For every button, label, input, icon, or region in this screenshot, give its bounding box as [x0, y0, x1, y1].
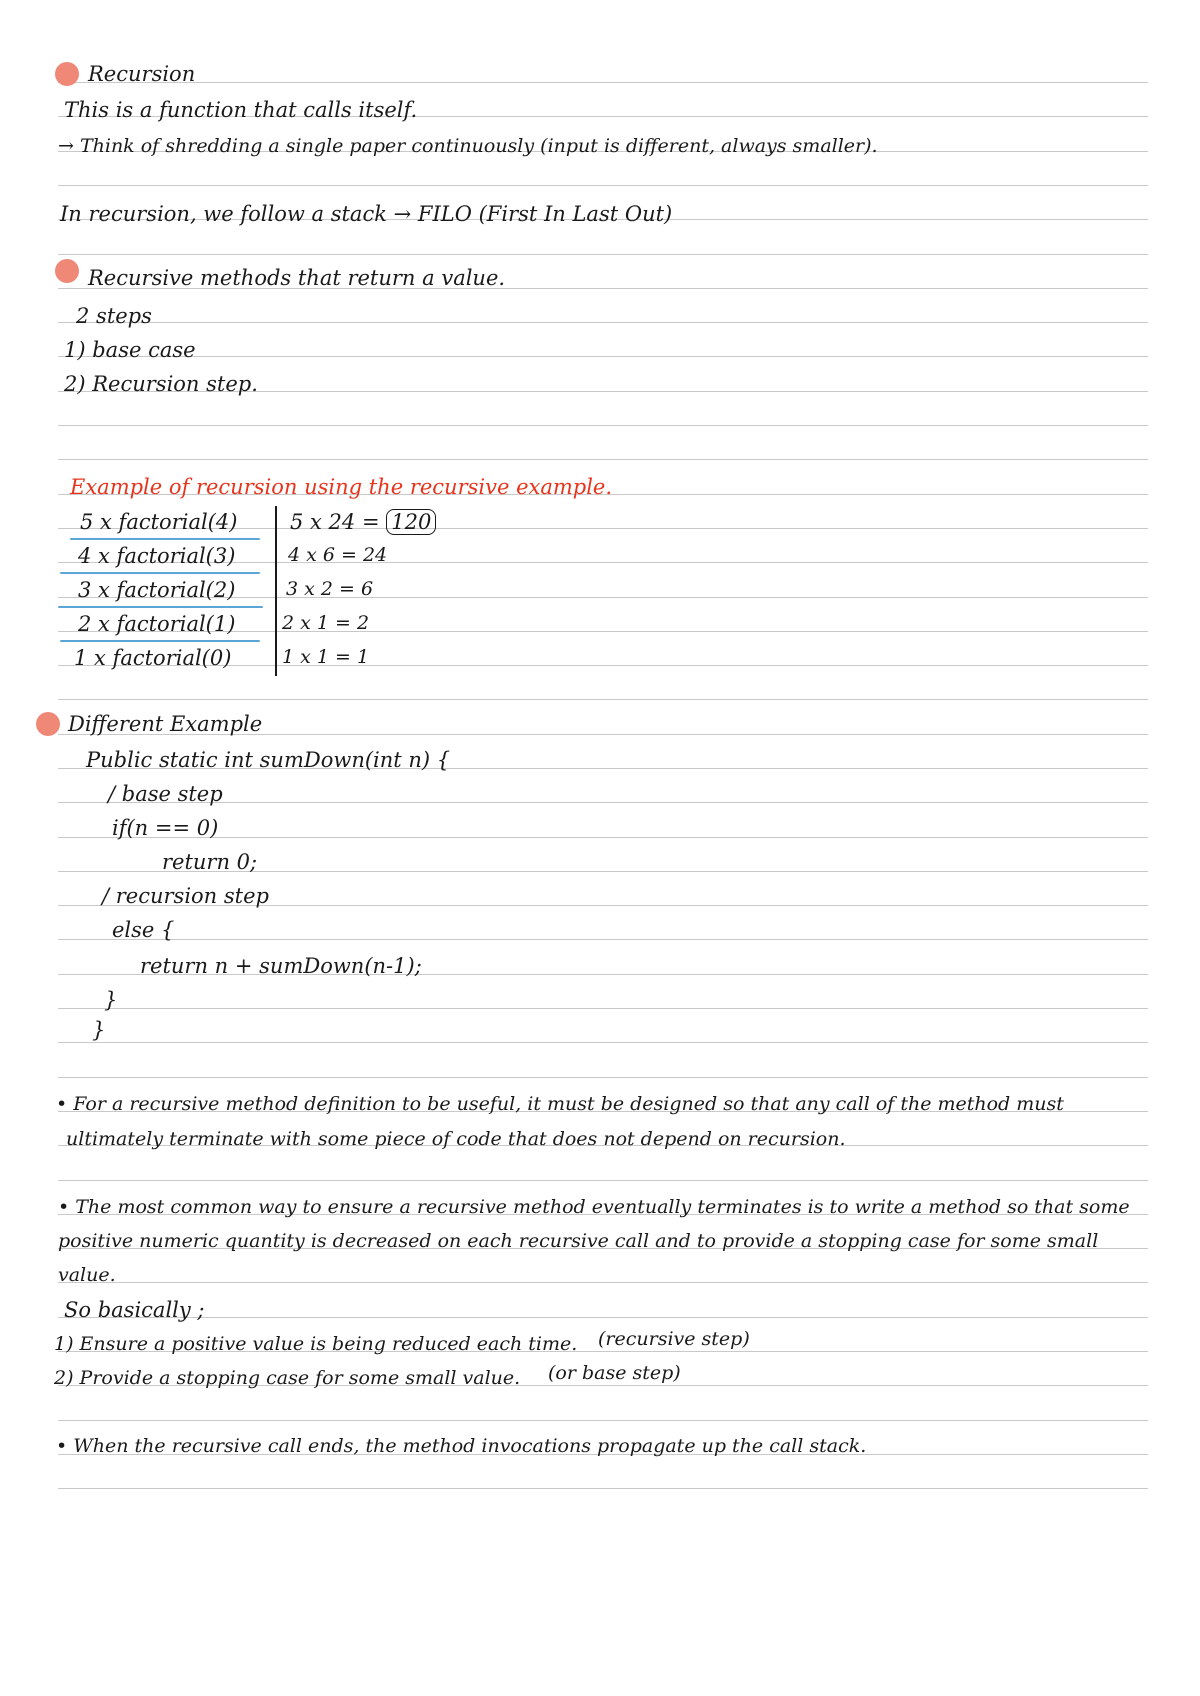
underline-2 — [60, 572, 260, 574]
result-line-3: 3 x 2 = 6 — [286, 578, 374, 600]
ruled-line — [58, 939, 1148, 940]
example-title: Example of recursion using the recursive example. — [70, 475, 613, 499]
note-2-line-3: value. — [58, 1264, 116, 1286]
factorial-call-5: 1 x factorial(0) — [74, 646, 232, 670]
heading-recursive-methods: Recursive methods that return a value. — [88, 266, 506, 290]
result-boxed-value: 120 — [386, 509, 436, 535]
ruled-line — [58, 425, 1148, 426]
code-line-1: Public static int sumDown(int n) { — [86, 748, 451, 772]
note-1-line-1: • For a recursive method definition to be useful, it must be designed so that any call of the method must — [56, 1093, 1064, 1115]
note-1-line-2: ultimately terminate with some piece of code that does not depend on recursion. — [66, 1128, 846, 1150]
factorial-call-3: 3 x factorial(2) — [78, 578, 236, 602]
bullet-dot-recursion — [55, 62, 79, 86]
code-line-2: / base step — [108, 782, 223, 806]
code-line-7: return n + sumDown(n-1); — [140, 954, 422, 978]
result-line-4: 2 x 1 = 2 — [282, 612, 370, 634]
ruled-line — [58, 1282, 1148, 1283]
ruled-line — [58, 185, 1148, 186]
ruled-line — [58, 837, 1148, 838]
so-basically: So basically ; — [64, 1298, 205, 1322]
underline-1 — [70, 538, 260, 540]
bullet-point-1-note: (recursive step) — [598, 1328, 750, 1350]
ruled-line — [58, 82, 1148, 83]
bullet-dot-recursive-methods — [55, 259, 79, 283]
ruled-line — [58, 459, 1148, 460]
ruled-line — [58, 1488, 1148, 1489]
steps-label: 2 steps — [76, 304, 152, 328]
heading-different-example: Different Example — [68, 712, 263, 736]
underline-4 — [60, 640, 260, 642]
code-line-4: return 0; — [162, 850, 258, 874]
result-prefix: 5 x 24 = — [290, 510, 380, 534]
result-line-5: 1 x 1 = 1 — [282, 646, 370, 668]
stack-text: In recursion, we follow a stack → FILO (First In Last Out) — [60, 202, 673, 226]
note-2-line-1: • The most common way to ensure a recursive method eventually terminates is to write a method so that some — [58, 1196, 1130, 1218]
ruled-line — [58, 356, 1148, 357]
code-line-6: else { — [112, 918, 175, 942]
heading-recursion: Recursion — [88, 62, 196, 86]
ruled-line — [58, 1420, 1148, 1421]
ruled-line — [58, 322, 1148, 323]
code-line-3: if(n == 0) — [112, 816, 219, 840]
ruled-line — [58, 699, 1148, 700]
ruled-line — [58, 1008, 1148, 1009]
result-line-2: 4 x 6 = 24 — [288, 544, 388, 566]
underline-3 — [58, 606, 263, 608]
step-recursion: 2) Recursion step. — [64, 372, 258, 396]
ruled-line — [58, 1180, 1148, 1181]
bullet-point-2-note: (or base step) — [548, 1362, 681, 1384]
ruled-line — [58, 1077, 1148, 1078]
ruled-line — [58, 254, 1148, 255]
note-3: • When the recursive call ends, the method invocations propagate up the call stack. — [56, 1435, 867, 1457]
bullet-point-2: 2) Provide a stopping case for some small value. — [54, 1367, 521, 1389]
definition-text: This is a function that calls itself. — [64, 98, 418, 122]
table-divider — [275, 506, 277, 676]
step-base-case: 1) base case — [64, 338, 196, 362]
factorial-call-4: 2 x factorial(1) — [78, 612, 236, 636]
ruled-line — [58, 1317, 1148, 1318]
ruled-line — [58, 1042, 1148, 1043]
analogy-text: → Think of shredding a single paper continuously (input is different, always smaller). — [58, 135, 878, 157]
factorial-call-2: 4 x factorial(3) — [78, 544, 236, 568]
bullet-dot-different-example — [36, 712, 60, 736]
code-line-5: / recursion step — [102, 884, 269, 908]
bullet-point-1: 1) Ensure a positive value is being reduced each time. — [54, 1333, 578, 1355]
code-line-9: } — [92, 1018, 106, 1042]
note-2-line-2: positive numeric quantity is decreased on each recursive call and to provide a stopping case for some small — [58, 1230, 1099, 1252]
code-line-8: } — [104, 988, 118, 1012]
factorial-call-1: 5 x factorial(4) — [80, 510, 238, 534]
result-line-1 — [290, 512, 436, 533]
